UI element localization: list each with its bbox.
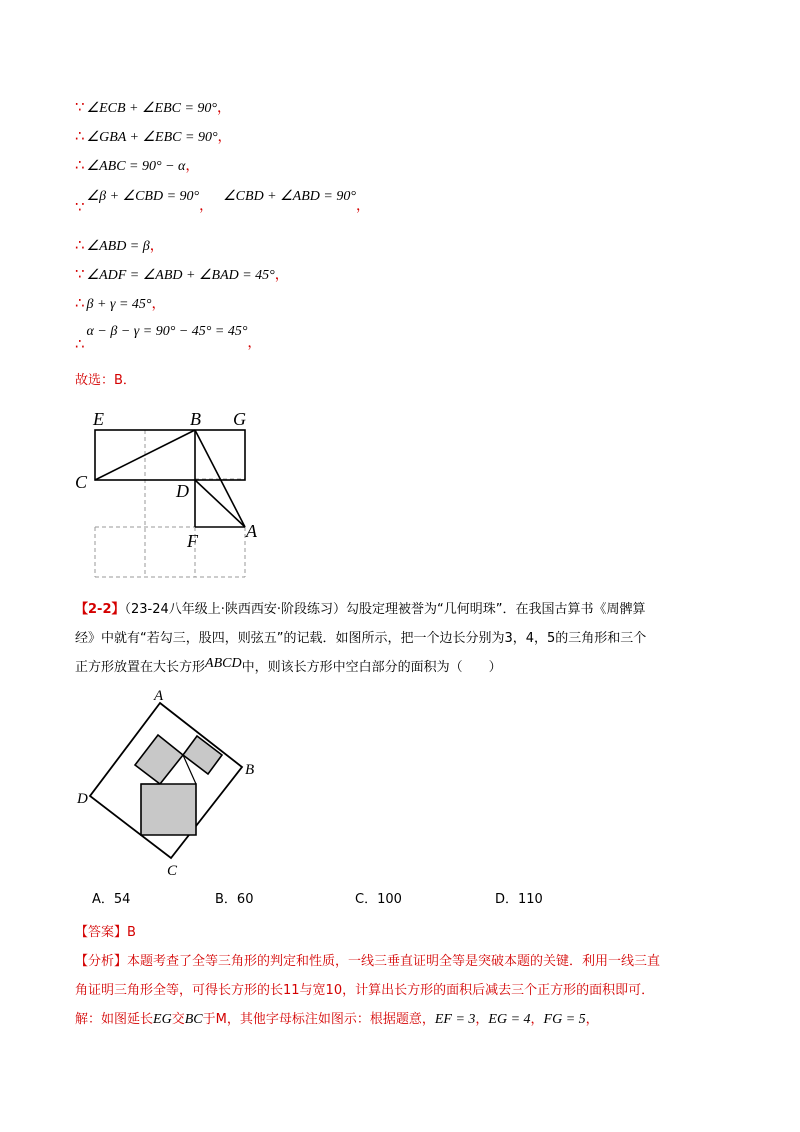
question-text <box>75 595 725 682</box>
label-g: G <box>233 409 246 429</box>
label-c2: C <box>167 863 178 879</box>
label-b2: B <box>245 762 255 778</box>
step-1: ∵ ∠ECB + ∠EBC = 90°， <box>75 98 232 116</box>
question-line-2: 经》中就有“若勾三，股四，则弦五”的记载．如图所示，把一个边长分别为3，4，5的三角形和三个 <box>75 631 647 646</box>
step-5: ∴ ∠ABD = β， <box>75 236 164 254</box>
step-2: ∴ ∠GBA + ∠EBC = 90°， <box>75 127 232 145</box>
choose-line: 故选：B． <box>75 373 136 388</box>
step-7: ∴ β + γ = 45°， <box>75 294 166 312</box>
option-d: D．110 <box>495 892 543 907</box>
option-b: B．60 <box>215 892 254 907</box>
step-6: ∵ ∠ADF = ∠ABD + ∠BAD = 45°， <box>75 265 289 283</box>
step-3: ∴ ∠ABC = 90° − α， <box>75 156 200 174</box>
figure-1 <box>70 405 270 585</box>
answer-analysis <box>75 918 725 1034</box>
figure-2 <box>75 688 265 880</box>
label-b: B <box>190 409 201 429</box>
label-a: A <box>246 521 257 541</box>
option-c: C．100 <box>355 892 402 907</box>
answer-line: 【答案】B <box>75 925 136 940</box>
question-line-1: 【2-2】（23-24八年级上·陕西西安·阶段练习）勾股定理被誉为“几何明珠”．在我国古算书《周髀算 <box>75 602 646 617</box>
question-line-3: 正方形放置在大长方形ABCD中，则该长方形中空白部分的面积为（ ） <box>75 656 502 675</box>
label-d: D <box>176 481 189 501</box>
option-a: A．54 <box>92 892 131 907</box>
analysis-line-1: 【分析】本题考查了全等三角形的判定和性质，一线三垂直证明全等是突破本题的关键．利用一线三直 <box>75 954 661 969</box>
label-c: C <box>75 472 88 492</box>
label-f: F <box>187 531 198 551</box>
analysis-line-2: 角证明三角形全等，可得长方形的长11与宽10，计算出长方形的面积后减去三个正方形的面积即可． <box>75 983 655 998</box>
analysis-line-3: 解：如图延长EG交BC于M，其他字母标注如图示：根据题意，EF = 3，EG = 4，FG = 5， <box>75 1012 599 1027</box>
step-4: ∵∠β + ∠CBD = 90°，∠CBD + ∠ABD = 90°， <box>75 189 370 216</box>
label-d2: D <box>77 791 88 807</box>
label-a2: A <box>154 688 164 704</box>
label-e: E <box>93 409 104 429</box>
step-8: ∴α − β − γ = 90° − 45° = 45°， <box>75 324 262 353</box>
